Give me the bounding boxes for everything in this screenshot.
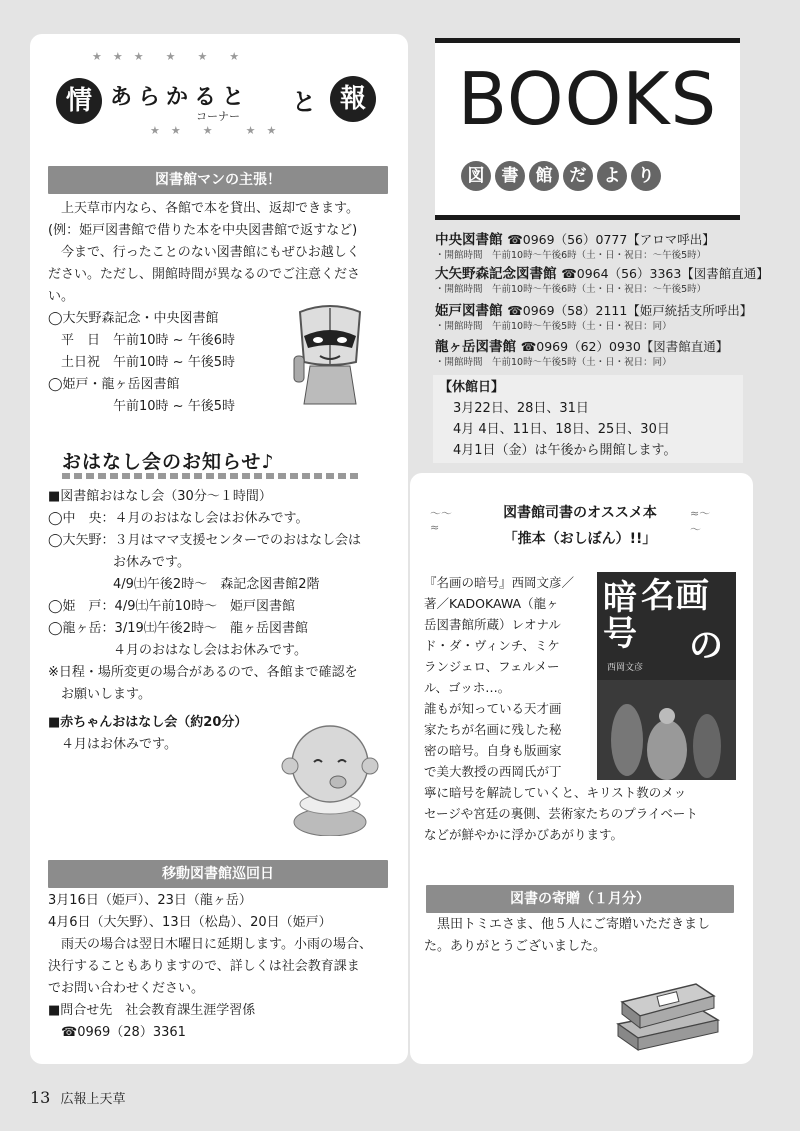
text-line: ◯大矢野森記念・中央図書館 <box>48 311 219 326</box>
subtitle-char: よ <box>597 161 627 191</box>
recommend-subtitle: 「推本（おしぼん）!!」 <box>503 531 657 547</box>
text-line: 上天草市内なら、各館で本を貸出、返却できます。 <box>48 201 359 216</box>
library-tel: ☎0969（62）0930【図書館直通】 <box>520 339 729 354</box>
books-stack-illustration <box>612 962 724 1058</box>
baby-storytime-title: ■赤ちゃんおはなし会（約20分） <box>48 715 248 730</box>
section-body-mobile-library <box>48 890 398 1044</box>
library-hours: ・開館時間 午前10時～午後6時（土・日・祝日：～午後5時） <box>435 284 707 295</box>
star-decoration: ★ ★ ★ ★ ★ <box>150 124 277 137</box>
text-line: 3月16日（姫戸）、23日（龍ヶ岳） <box>48 893 252 908</box>
heading-underline <box>62 473 362 479</box>
star-decoration: ★ ★ ★ ★ ★ ★ <box>92 50 240 63</box>
page-number: 13 <box>30 1088 51 1107</box>
library-entry <box>435 302 755 333</box>
text-line: 密の暗号。自身も版画家 <box>424 743 562 758</box>
text-line: ◯龍ヶ岳：3/19㈯午後2時～ 龍ヶ岳図書館 <box>48 621 309 636</box>
library-name: 中央図書館 <box>435 232 503 248</box>
text-line: ■図書館おはなし会（30分～１時間） <box>48 489 272 504</box>
ornament-right: ≈～～ <box>690 507 711 536</box>
books-subtitle <box>461 161 661 191</box>
cover-title-char: の <box>689 626 723 666</box>
text-line: お休みです。 <box>48 555 190 570</box>
library-hours: ・開館時間 午前10時～午後5時（土・日・祝日：同） <box>435 321 672 332</box>
text-line: ◯中 央：４月のおはなし会はお休みです。 <box>48 511 309 526</box>
library-entry <box>435 338 755 369</box>
text-line: (例：姫戸図書館で借りた本を中央図書館で返すなど) <box>48 223 358 238</box>
text-line: ◯姫 戸：4/9㈯午前10時～ 姫戸図書館 <box>48 599 296 614</box>
book-cover <box>597 572 736 780</box>
text-line: 著／KADOKAWA（龍ヶ <box>424 596 559 611</box>
text-line: 岳図書館所蔵）レオナル <box>424 617 561 632</box>
text-line: 午前10時 ~ 午後5時 <box>48 399 235 414</box>
library-hours: ・開館時間 午前10時～午後5時（土・日・祝日：同） <box>435 357 672 368</box>
baby-storytime-text: ４月はお休みです。 <box>48 737 177 752</box>
cover-title-char: 名 <box>641 576 675 616</box>
text-line: などが鮮やかに浮かびあがります。 <box>424 827 624 842</box>
section-header-library-man: 図書館マンの主張！ <box>48 166 388 194</box>
text-line: 4月6日（大矢野）、13日（松島）、20日（姫戸） <box>48 915 332 930</box>
baby-illustration <box>278 718 382 840</box>
section-header-mobile-library: 移動図書館巡回日 <box>48 860 388 888</box>
text-line: ド・ダ・ヴィンチ、ミケ <box>424 638 560 653</box>
storytime-heading: おはなし会のお知らせ♪ <box>62 451 275 473</box>
text-line: 土日祝 午前10時 ~ 午後5時 <box>48 355 235 370</box>
text-line: た。ありがとうございました。 <box>424 939 607 954</box>
text-line: ◯姫戸・龍ヶ岳図書館 <box>48 377 180 392</box>
text-line: 今まで、行ったことのない図書館にもぜひお越しく <box>48 245 360 260</box>
closed-day-line: 4月1日（金）は午後から開館します。 <box>453 443 677 458</box>
page-footer <box>30 1088 126 1107</box>
text-line: 4/9㈯午後2時～ 森記念図書館2階 <box>48 577 320 592</box>
subtitle-char: だ <box>563 161 593 191</box>
books-title: BOOKS <box>457 57 718 141</box>
text-line: 寧に暗号を解読していくと、キリスト教のメッ <box>424 785 687 800</box>
text-line: 家たちが名画に残した秘 <box>424 722 562 737</box>
text-line: ☎0969（28）3361 <box>48 1025 186 1040</box>
text-line: ランジェロ、フェルメー <box>424 659 560 674</box>
corner-kana: あらかると <box>110 84 251 110</box>
subtitle-char: 書 <box>495 161 525 191</box>
closed-days-box <box>433 375 743 463</box>
text-line: 平 日 午前10時 ~ 午後6時 <box>48 333 235 348</box>
cover-title-char: 号 <box>603 614 637 654</box>
library-tel: ☎0964（56）3363【図書館直通】 <box>561 266 769 281</box>
recommend-text-wide <box>424 782 744 845</box>
text-line: ル、ゴッホ…。 <box>424 680 511 695</box>
cover-title-char: 暗 <box>603 578 637 618</box>
text-line: ４月のおはなし会はお休みです。 <box>48 643 307 658</box>
cover-title-char: 画 <box>675 576 709 616</box>
text-line: 黒田トミエさま、他５人にご寄贈いただきまし <box>424 917 711 932</box>
donation-text <box>424 914 749 958</box>
library-entry <box>435 231 755 262</box>
text-line: お願いします。 <box>48 687 151 702</box>
subtitle-char: 館 <box>529 161 559 191</box>
recommend-title: 図書館司書のオススメ本 <box>503 505 657 521</box>
corner-kanji-right: 報 <box>330 76 376 122</box>
text-line: ■問合せ先 社会教育課生涯学習係 <box>48 1003 256 1018</box>
section-body-storytime <box>48 486 393 706</box>
text-line: でお問い合わせください。 <box>48 981 205 996</box>
text-line: 雨天の場合は翌日木曜日に延期します。小雨の場合、 <box>48 937 372 952</box>
text-line: 『名画の暗号』西岡文彦／ <box>424 575 575 590</box>
library-name: 龍ヶ岳図書館 <box>435 339 516 355</box>
subtitle-char: 図 <box>461 161 491 191</box>
text-line: ◯大矢野：３月はママ支援センターでのおはなし会は <box>48 533 362 548</box>
library-tel: ☎0969（56）0777【アロマ呼出】 <box>507 232 715 247</box>
corner-particle: と <box>292 87 316 116</box>
closed-day-line: 4月 4日、11日、18日、25日、30日 <box>453 422 670 437</box>
books-header <box>435 38 740 220</box>
text-line: ださい。ただし、開館時間が異なるのでご注意くださ <box>48 267 361 282</box>
text-line: セージや宮廷の裏側、芸術家たちのプライベート <box>424 806 698 821</box>
section-header-donation: 図書の寄贈（１月分） <box>426 885 734 913</box>
library-tel: ☎0969（58）2111【姫戸統括支所呼出】 <box>507 303 753 318</box>
publication-name: 広報上天草 <box>60 1092 126 1107</box>
library-entry <box>435 265 769 296</box>
corner-subtitle: コーナー <box>196 110 240 123</box>
masked-book-mascot <box>290 302 370 410</box>
cover-painting <box>597 680 736 780</box>
ornament-left: ～～≈ <box>430 507 452 534</box>
subtitle-char: り <box>631 161 661 191</box>
closed-days-label: 【休館日】 <box>439 380 505 395</box>
library-name: 大矢野森記念図書館 <box>435 266 557 282</box>
cover-author: 西岡文彦 <box>607 663 644 673</box>
corner-kanji-left: 情 <box>56 78 102 124</box>
library-name: 姫戸図書館 <box>435 303 503 319</box>
library-hours: ・開館時間 午前10時～午後6時（土・日・祝日：～午後5時） <box>435 250 707 261</box>
text-line: で美大教授の西岡氏が丁 <box>424 764 562 779</box>
text-line: ※日程・場所変更の場合があるので、各館まで確認を <box>48 665 358 680</box>
text-line: 決行することもありますので、詳しくは社会教育課ま <box>48 959 360 974</box>
recommend-text <box>424 572 596 782</box>
text-line: 誰もが知っている天才画 <box>424 701 562 716</box>
text-line: い。 <box>48 289 75 304</box>
closed-day-line: 3月22日、28日、31日 <box>453 401 589 416</box>
